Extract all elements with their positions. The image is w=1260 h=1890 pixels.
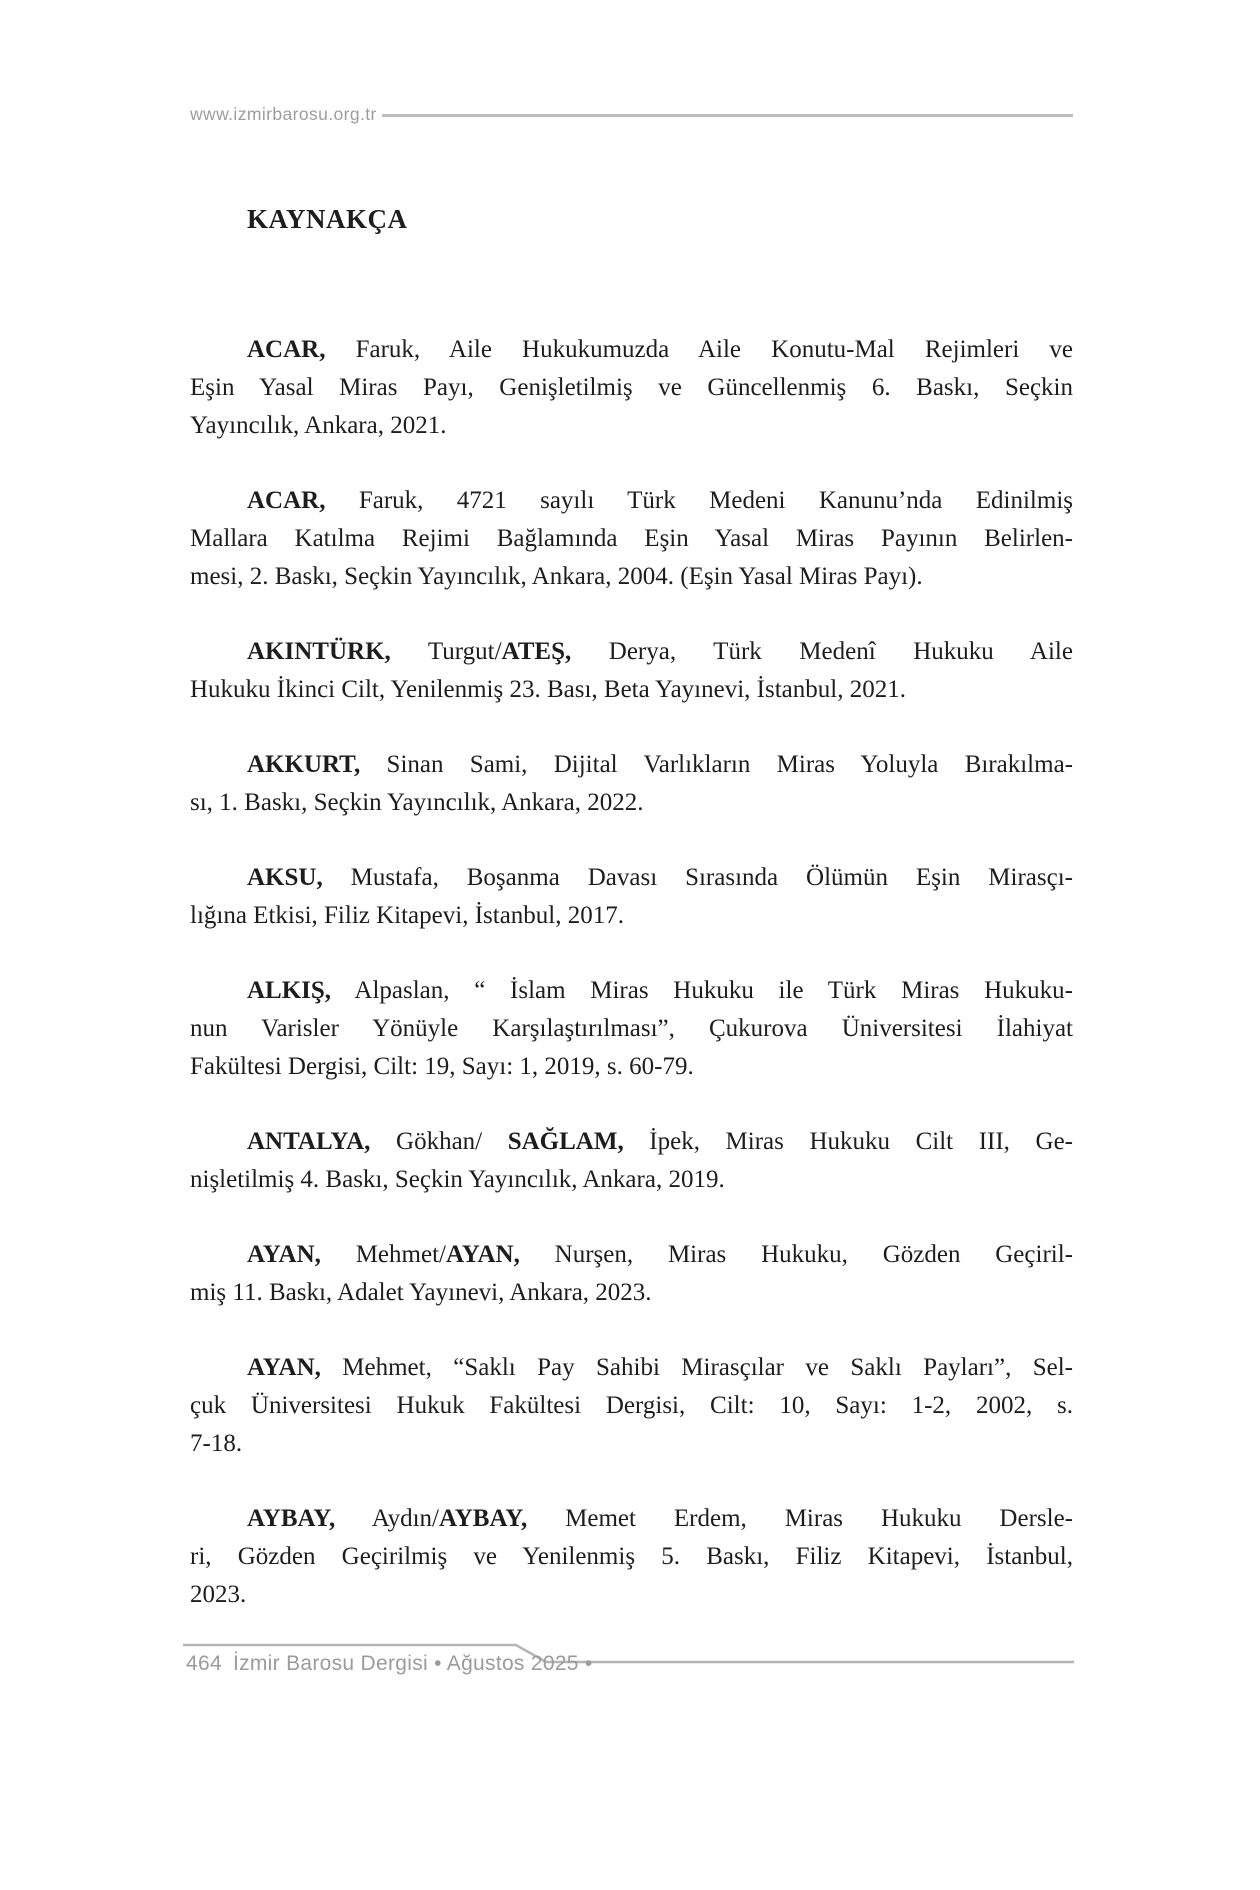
entry-text: Mustafa, Boşanma Davası Sırasında Ölümün Eşin Mirasçı- [322, 864, 1073, 891]
entry-author-name: AKSU, [247, 864, 323, 891]
page-number: 464 [186, 1652, 222, 1675]
entry-author-name: AYAN, [247, 1241, 321, 1268]
entry-line [190, 633, 1073, 671]
entry-author-name: ACAR, [247, 336, 326, 363]
entry-text: ri, Gözden Geçirilmiş ve Yenilenmiş 5. Baskı, Filiz Kitapevi, İstanbul, [190, 1543, 1073, 1570]
entry-text: Nurşen, Miras Hukuku, Gözden Geçiril- [519, 1241, 1073, 1268]
entry-line [190, 1500, 1073, 1538]
entry-text: Mehmet, “Saklı Pay Sahibi Mirasçılar ve Saklı Payları”, Sel- [320, 1354, 1073, 1381]
entry-author-name: ATEŞ, [501, 638, 572, 665]
entry-author-name: AYAN, [445, 1241, 520, 1268]
entry-line [190, 746, 1073, 784]
bibliography-entry [190, 331, 1073, 445]
bibliography-entry [190, 482, 1073, 596]
entry-text: lığına Etkisi, Filiz Kitapevi, İstanbul, 2017. [190, 902, 624, 929]
entry-author-name: SAĞLAM, [507, 1128, 624, 1155]
entry-line [190, 520, 1073, 558]
entry-text: çuk Üniversitesi Hukuk Fakültesi Dergisi, Cilt: 10, Sayı: 1-2, 2002, s. [190, 1392, 1073, 1419]
bibliography-entry [190, 972, 1073, 1086]
entry-text: 7-18. [190, 1430, 243, 1457]
entry-line [190, 369, 1073, 407]
entry-line [190, 331, 1073, 369]
bibliography-entry [190, 633, 1073, 709]
entry-line [190, 671, 1073, 709]
entry-author-name: ACAR, [247, 487, 326, 514]
entry-text: Faruk, Aile Hukukumuzda Aile Konutu-Mal Rejimleri ve [325, 336, 1073, 363]
page-footer [186, 1652, 593, 1676]
entry-text: Yayıncılık, Ankara, 2021. [190, 412, 447, 439]
entry-text: Hukuku İkinci Cilt, Yenilenmiş 23. Bası, Beta Yayınevi, İstanbul, 2021. [190, 676, 906, 703]
page-header [190, 104, 1073, 125]
entry-text: Derya, Türk Medenî Hukuku Aile [571, 638, 1073, 665]
header-rule [382, 114, 1073, 117]
entry-line [190, 1349, 1073, 1387]
entry-line [190, 1274, 1073, 1312]
bibliography-entry [190, 1123, 1073, 1199]
entry-text: Turgut/ [390, 638, 502, 665]
bibliography-entry [190, 859, 1073, 935]
entry-text: Eşin Yasal Miras Payı, Genişletilmiş ve Güncellenmiş 6. Baskı, Seçkin [190, 374, 1073, 401]
entry-line [190, 1538, 1073, 1576]
entry-text: Faruk, 4721 sayılı Türk Medeni Kanunu’nda Edinilmiş [325, 487, 1073, 514]
bibliography-section [190, 200, 1073, 1651]
footer-journal-text: İzmir Barosu Dergisi • Ağustos 2025 • [232, 1652, 593, 1675]
entry-line [190, 1123, 1073, 1161]
entry-line [190, 859, 1073, 897]
bibliography-entry [190, 1236, 1073, 1312]
entry-line [190, 1161, 1073, 1199]
entry-text: Memet Erdem, Miras Hukuku Dersle- [527, 1505, 1073, 1532]
entry-text: Aydın/ [335, 1505, 439, 1532]
page-title: KAYNAKÇA [247, 204, 408, 234]
entry-text: Sinan Sami, Dijital Varlıkların Miras Yoluyla Bırakılma- [360, 751, 1073, 778]
bibliography-entry [190, 1500, 1073, 1614]
entry-line [190, 972, 1073, 1010]
entry-line [190, 1387, 1073, 1425]
entry-line [190, 482, 1073, 520]
entry-line [190, 1425, 1073, 1463]
entry-line [190, 1576, 1073, 1614]
entry-text: sı, 1. Baskı, Seçkin Yayıncılık, Ankara, 2022. [190, 789, 644, 816]
entry-text: Mallara Katılma Rejimi Bağlamında Eşin Yasal Miras Payının Belirlen- [190, 525, 1073, 552]
entry-text: Mehmet/ [320, 1241, 446, 1268]
bibliography-entry [190, 746, 1073, 822]
entry-text: miş 11. Baskı, Adalet Yayınevi, Ankara, 2023. [190, 1279, 652, 1306]
entry-line [190, 1048, 1073, 1086]
entry-line [190, 784, 1073, 822]
entry-author-name: AKKURT, [247, 751, 361, 778]
entry-line [190, 1236, 1073, 1274]
entry-text: Gökhan/ [370, 1128, 508, 1155]
entry-text: 2023. [190, 1581, 247, 1608]
bibliography-entries [190, 331, 1073, 1614]
entry-line [190, 897, 1073, 935]
entry-text: İpek, Miras Hukuku Cilt III, Ge- [623, 1128, 1073, 1155]
header-url: www.izmirbarosu.org.tr [190, 104, 377, 124]
entry-author-name: AKINTÜRK, [247, 638, 391, 665]
entry-text: nişletilmiş 4. Baskı, Seçkin Yayıncılık, Ankara, 2019. [190, 1166, 725, 1193]
entry-author-name: AYBAY, [247, 1505, 336, 1532]
entry-text: nun Varisler Yönüyle Karşılaştırılması”, Çukurova Üniversitesi İlahiyat [190, 1015, 1073, 1042]
bibliography-entry [190, 1349, 1073, 1463]
entry-author-name: ANTALYA, [247, 1128, 371, 1155]
entry-author-name: ALKIŞ, [247, 977, 332, 1004]
entry-author-name: AYAN, [247, 1354, 321, 1381]
entry-text: mesi, 2. Baskı, Seçkin Yayıncılık, Ankara, 2004. (Eşin Yasal Miras Payı). [190, 563, 923, 590]
entry-line [190, 1010, 1073, 1048]
entry-line [190, 407, 1073, 445]
entry-line [190, 558, 1073, 596]
entry-author-name: AYBAY, [438, 1505, 528, 1532]
entry-text: Fakültesi Dergisi, Cilt: 19, Sayı: 1, 2019, s. 60-79. [190, 1053, 694, 1080]
entry-text: Alpaslan, “ İslam Miras Hukuku ile Türk Miras Hukuku- [331, 977, 1073, 1004]
